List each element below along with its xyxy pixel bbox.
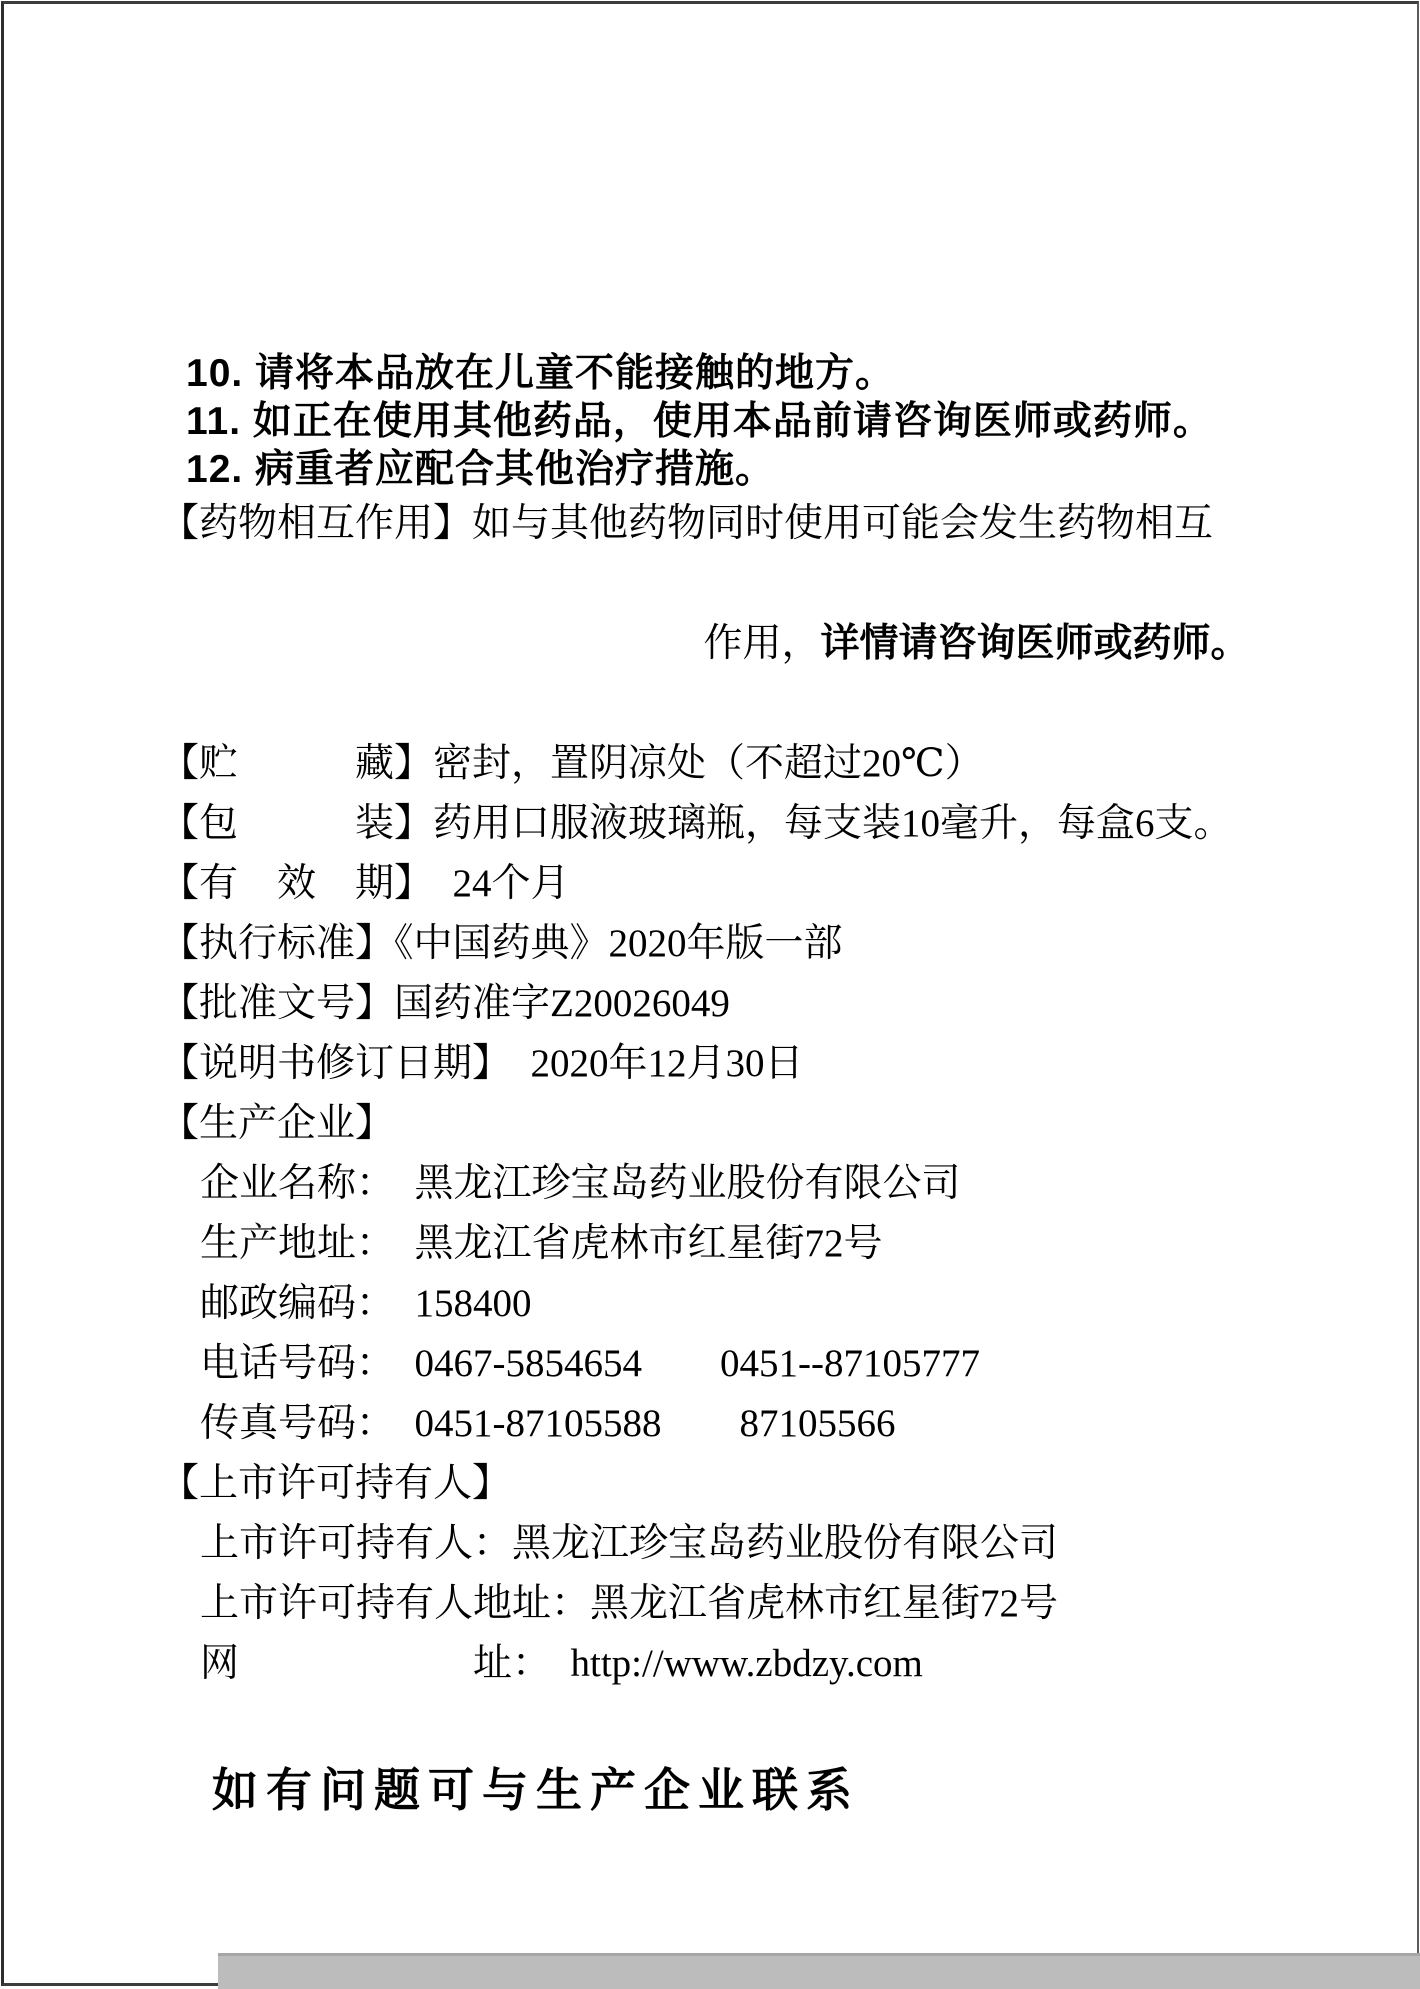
manufacturer-postcode: 邮政编码： 158400 bbox=[200, 1282, 532, 1325]
drug-interaction-continuation-plain: 作用， bbox=[703, 622, 821, 665]
license-holder-address: 上市许可持有人地址：黑龙江省虎林市红星街72号 bbox=[200, 1582, 1059, 1625]
manufacturer-company-name: 企业名称： 黑龙江珍宝岛药业股份有限公司 bbox=[200, 1162, 961, 1205]
precaution-item-11: 11. 如正在使用其他药品，使用本品前请咨询医师或药师。 bbox=[186, 400, 1213, 443]
license-holder-name: 上市许可持有人：黑龙江珍宝岛药业股份有限公司 bbox=[200, 1522, 1059, 1565]
revision-date-field: 【说明书修订日期】 2020年12月30日 bbox=[160, 1042, 804, 1085]
license-holder-website: 网 址： http://www.zbdzy.com bbox=[200, 1642, 923, 1685]
contact-note: 如有问题可与生产企业联系 bbox=[212, 1764, 860, 1816]
drug-interaction-continuation-emphasis: 详情请咨询医师或药师。 bbox=[820, 622, 1250, 665]
scan-artifact-bar bbox=[218, 1953, 1420, 1989]
manufacturer-address: 生产地址： 黑龙江省虎林市红星街72号 bbox=[200, 1222, 883, 1265]
storage-field: 【贮 藏】密封，置阴凉处（不超过20℃） bbox=[160, 742, 984, 785]
leaflet-text-block bbox=[0, 350, 1420, 1820]
license-holder-heading: 【上市许可持有人】 bbox=[160, 1462, 512, 1505]
precaution-item-10: 10. 请将本品放在儿童不能接触的地方。 bbox=[186, 352, 896, 395]
packaging-field: 【包 装】药用口服液玻璃瓶，每支装10毫升，每盒6支。 bbox=[160, 802, 1233, 845]
manufacturer-heading: 【生产企业】 bbox=[160, 1102, 395, 1145]
precaution-item-12: 12. 病重者应配合其他治疗措施。 bbox=[186, 448, 776, 491]
drug-interaction-line-2 bbox=[0, 554, 1420, 734]
manufacturer-phone: 电话号码： 0467-5854654 0451--87105777 bbox=[200, 1342, 980, 1385]
approval-number-field: 【批准文号】国药准字Z20026049 bbox=[160, 982, 730, 1025]
drug-interaction-line-1: 【药物相互作用】如与其他药物同时使用可能会发生药物相互 bbox=[160, 502, 1214, 545]
expiry-field: 【有 效 期】 24个月 bbox=[160, 862, 570, 905]
standard-field: 【执行标准】《中国药典》2020年版一部 bbox=[160, 922, 843, 965]
manufacturer-fax: 传真号码： 0451-87105588 87105566 bbox=[200, 1402, 896, 1445]
